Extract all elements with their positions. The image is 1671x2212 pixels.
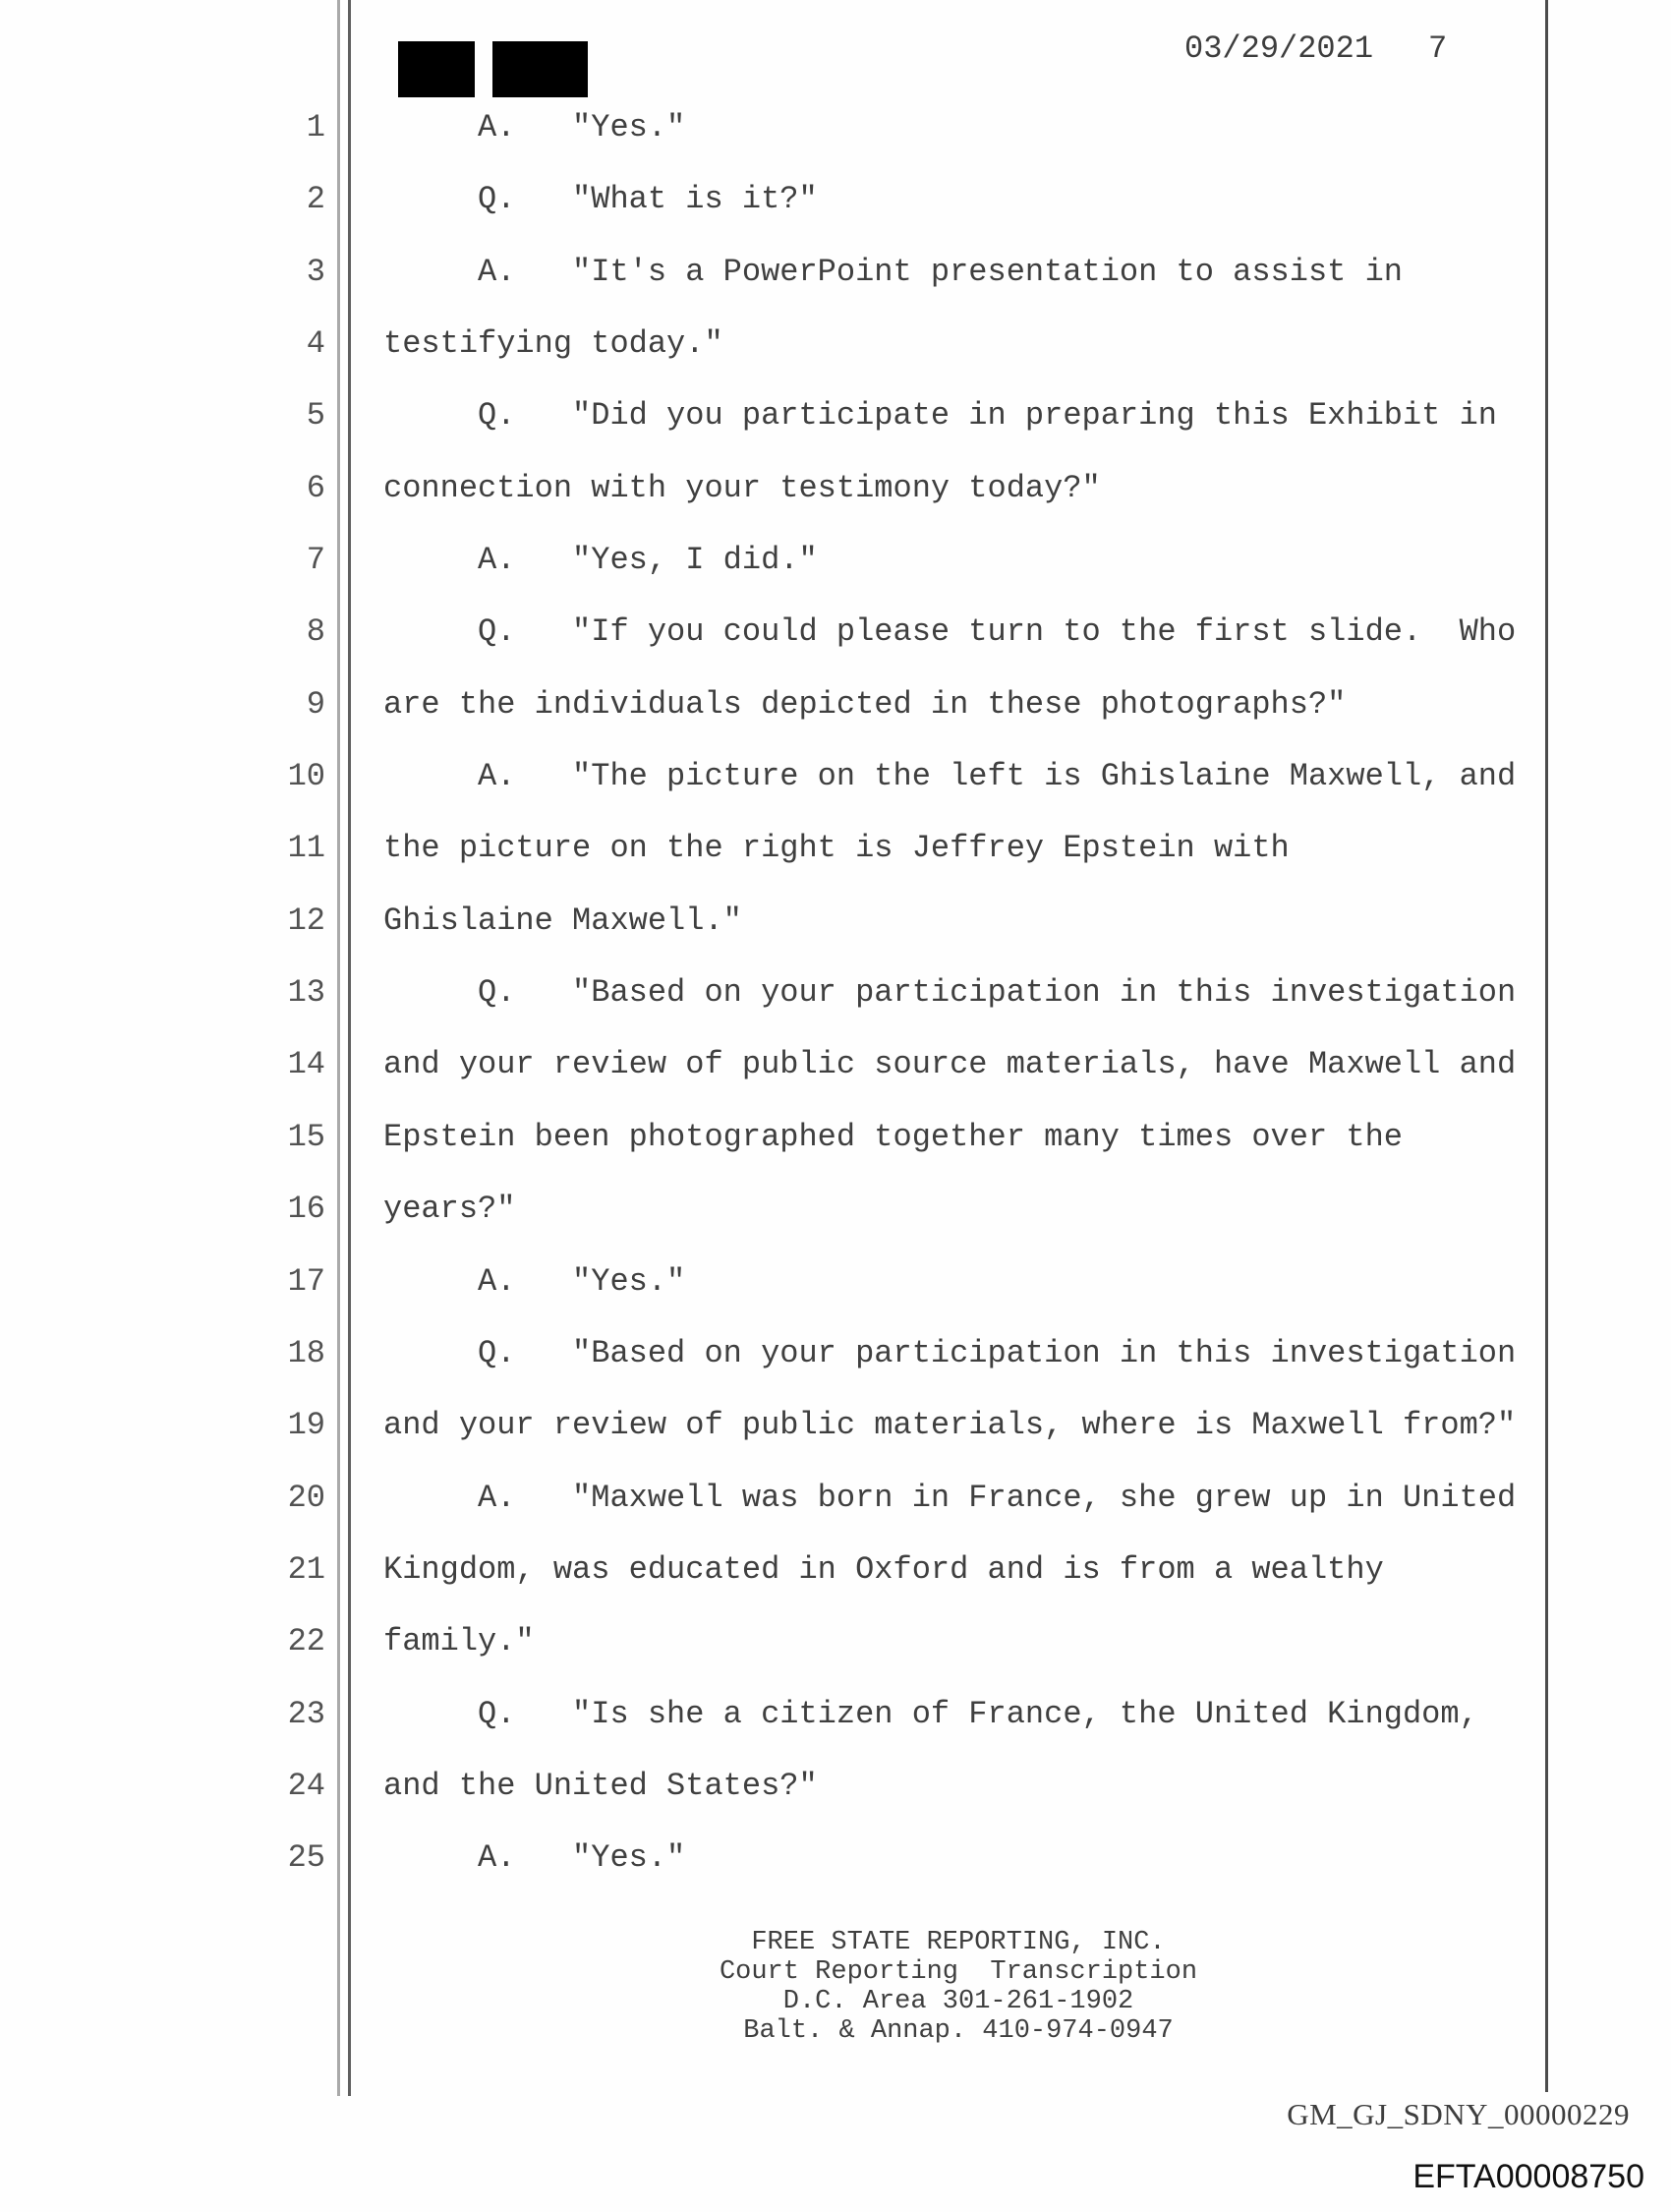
header: [1184, 29, 1447, 69]
line-text: Q. "Did you participate in preparing this Exhibit in: [383, 397, 1497, 435]
line-text: and the United States?": [383, 1767, 818, 1804]
reporter-footer-line: D.C. Area 301-261-1902: [782, 1987, 1134, 2016]
line-number: 23: [287, 1695, 325, 1732]
transcript-line: [0, 452, 1671, 524]
line-number: 20: [287, 1479, 325, 1516]
reporter-footer-line: Court Reporting Transcription: [719, 1957, 1198, 1987]
transcript-line: [0, 163, 1671, 235]
transcript-line: [0, 91, 1671, 163]
line-text: family.": [383, 1623, 535, 1660]
transcript-line: [0, 885, 1671, 957]
transcript-line: [0, 1317, 1671, 1389]
bates-stamp-efta: EFTA00008750: [1412, 2158, 1644, 2195]
line-number: 22: [287, 1623, 325, 1660]
line-number: 4: [306, 325, 325, 363]
line-text: the picture on the right is Jeffrey Epstein with: [383, 830, 1290, 867]
line-text: A. "Yes.": [383, 1262, 686, 1300]
transcript-line: [0, 524, 1671, 596]
line-text: years?": [383, 1191, 516, 1228]
transcript-rows: [0, 91, 1671, 1894]
line-number: 21: [287, 1550, 325, 1588]
transcript-line: [0, 1101, 1671, 1173]
transcript-line: [0, 1462, 1671, 1534]
transcript-line: [0, 236, 1671, 308]
reporter-footer-line: Balt. & Annap. 410-974-0947: [743, 2016, 1174, 2046]
line-text: A. "Yes.": [383, 109, 686, 146]
line-number: 1: [306, 109, 325, 146]
line-number: 19: [287, 1407, 325, 1444]
line-text: and your review of public source materials, have Maxwell and: [383, 1046, 1517, 1083]
transcript-line: [0, 740, 1671, 812]
transcript-line: [0, 1534, 1671, 1605]
transcript-line: [0, 1028, 1671, 1100]
transcript-line: [0, 308, 1671, 379]
transcript-line: [0, 957, 1671, 1028]
redaction-box: [398, 41, 475, 97]
line-number: 13: [287, 974, 325, 1012]
line-text: testifying today.": [383, 325, 723, 363]
transcript-line: [0, 1605, 1671, 1677]
line-number: 11: [287, 830, 325, 867]
transcript-line: [0, 379, 1671, 451]
transcript-line: [0, 1389, 1671, 1461]
line-text: A. "Yes.": [383, 1839, 686, 1877]
line-number: 3: [306, 253, 325, 290]
line-text: Ghislaine Maxwell.": [383, 902, 742, 939]
line-text: Q. "What is it?": [383, 181, 818, 218]
transcript-line: [0, 1246, 1671, 1317]
line-text: Q. "If you could please turn to the first slide. Who: [383, 613, 1517, 651]
line-text: Q. "Is she a citizen of France, the United Kingdom,: [383, 1695, 1478, 1732]
line-number: 8: [306, 613, 325, 651]
reporter-footer: [383, 1928, 1533, 2046]
transcript-line: [0, 1678, 1671, 1750]
line-text: A. "Maxwell was born in France, she grew up in United: [383, 1479, 1517, 1516]
line-text: A. "The picture on the left is Ghislaine Maxwell, and: [383, 758, 1517, 795]
transcript-line: [0, 1173, 1671, 1245]
reporter-footer-line: FREE STATE REPORTING, INC.: [751, 1928, 1166, 1957]
header-page-number: 7: [1428, 30, 1448, 67]
line-text: Kingdom, was educated in Oxford and is from a wealthy: [383, 1550, 1384, 1588]
line-number: 2: [306, 181, 325, 218]
line-text: connection with your testimony today?": [383, 469, 1101, 506]
transcript-line: [0, 1822, 1671, 1893]
redaction-box: [492, 41, 588, 97]
transcript-line: [0, 1750, 1671, 1822]
bates-stamp-gj: GM_GJ_SDNY_00000229: [1287, 2097, 1630, 2131]
line-text: are the individuals depicted in these photographs?": [383, 685, 1347, 723]
transcript-line: [0, 596, 1671, 668]
line-number: 10: [287, 758, 325, 795]
line-number: 6: [306, 469, 325, 506]
line-number: 17: [287, 1262, 325, 1300]
line-number: 18: [287, 1334, 325, 1371]
line-text: Q. "Based on your participation in this investigation: [383, 1334, 1517, 1371]
line-number: 16: [287, 1191, 325, 1228]
line-text: Epstein been photographed together many times over the: [383, 1118, 1403, 1155]
line-number: 12: [287, 902, 325, 939]
line-number: 25: [287, 1839, 325, 1877]
line-number: 5: [306, 397, 325, 435]
line-number: 15: [287, 1118, 325, 1155]
transcript-line: [0, 669, 1671, 740]
line-number: 7: [306, 542, 325, 579]
line-number: 14: [287, 1046, 325, 1083]
line-text: A. "Yes, I did.": [383, 542, 818, 579]
line-number: 24: [287, 1767, 325, 1804]
line-number: 9: [306, 685, 325, 723]
line-text: Q. "Based on your participation in this investigation: [383, 974, 1517, 1012]
line-text: and your review of public materials, where is Maxwell from?": [383, 1407, 1517, 1444]
header-date-value: 03/29/2021: [1184, 30, 1374, 67]
line-text: A. "It's a PowerPoint presentation to assist in: [383, 253, 1403, 290]
transcript-line: [0, 812, 1671, 884]
